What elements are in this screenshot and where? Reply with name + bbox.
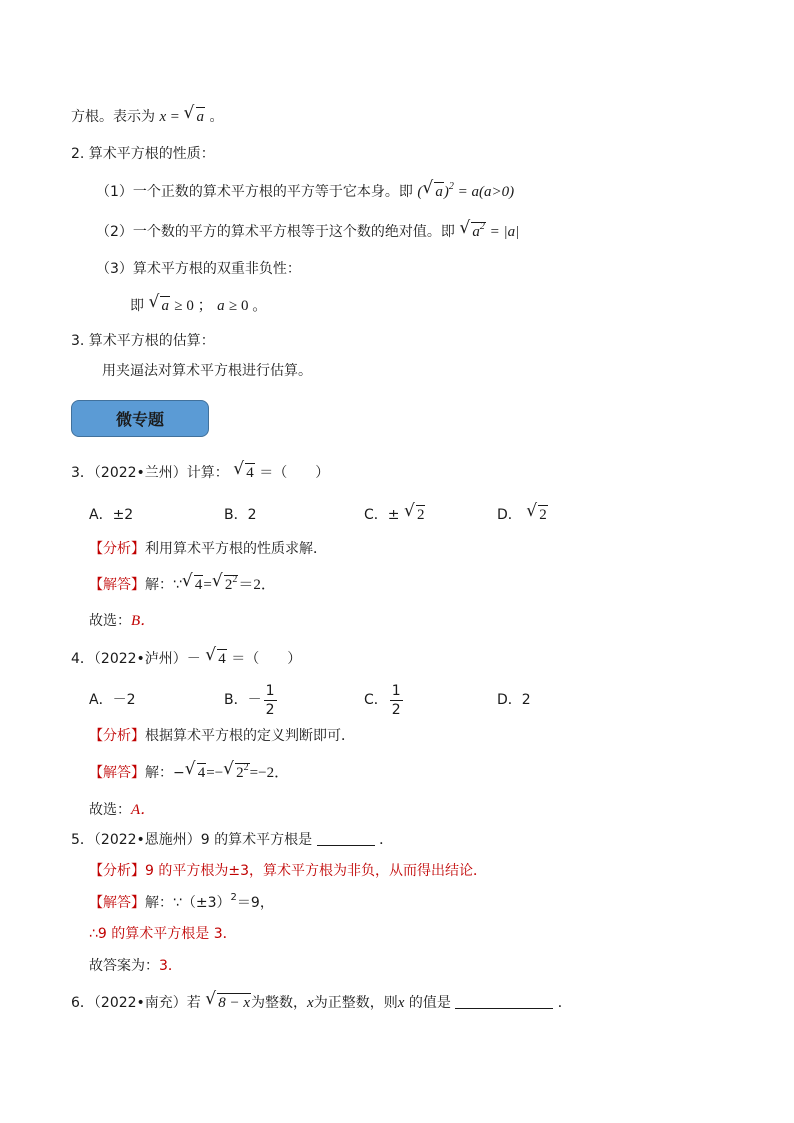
q5-therefore: ∴9 的算术平方根是 3． <box>89 926 237 942</box>
q4-option-b-den: 2 <box>265 701 275 718</box>
q4-sqrt <box>206 648 227 670</box>
q6-radicand: 8 − x <box>218 995 251 1011</box>
q4-choose <box>89 799 155 821</box>
q5-final-value: 3． <box>159 958 182 974</box>
sec2-p1-text: （1）一个正数的算术平方根的平方等于它本身。即 <box>96 184 413 200</box>
sec2-p3b-radicand: a <box>161 298 169 314</box>
q3-option-c-radicand: 2 <box>416 507 425 523</box>
q3-answer-rad2: 2 <box>224 577 233 593</box>
sec2-p2-sq: 2 <box>479 221 485 232</box>
q4-choose-label: 故选： <box>89 802 131 818</box>
q4-answer-rad1: 4 <box>197 765 206 781</box>
q6-sqrt <box>206 992 251 1014</box>
q4-option-c-num: 1 <box>391 682 401 699</box>
q3-answer-sq: 2 <box>232 574 238 585</box>
q4-answer-rad2: 2 <box>236 765 244 781</box>
q4-answer-sqrt1 <box>186 762 207 784</box>
q4-answer-sqrt2 <box>224 762 250 784</box>
q4-option-b-num: 1 <box>265 682 275 699</box>
q4-stem-text: 4．（2022•泸州）－ <box>71 651 201 667</box>
q6-x2: x <box>397 995 405 1011</box>
sec2-p1 <box>96 181 514 203</box>
intro-eq: = <box>170 109 180 125</box>
q3-choose-value: B． <box>131 613 156 629</box>
q4-option-b[interactable] <box>224 680 279 720</box>
q3-option-b[interactable]: B．2 <box>224 507 257 523</box>
q3-answer-end: ＝2． <box>238 577 276 593</box>
q3-option-c-prefix: C．± <box>364 507 400 523</box>
sec2-p3b-ge1: ≥ 0 ； <box>174 298 213 314</box>
q6-answer-blank[interactable] <box>455 993 553 1009</box>
q3-answer-prefix: 解：∵ <box>145 577 182 593</box>
q6-stop: ． <box>557 995 572 1011</box>
sec2-p1-rhs: = a(a>0) <box>457 184 515 200</box>
q6-mid2: 为正整数，则 <box>313 995 398 1011</box>
q4-option-c-prefix: C． <box>364 692 388 708</box>
q3-stem-text: 3．（2022•兰州）计算： <box>71 465 229 481</box>
q3-option-d[interactable] <box>497 504 548 526</box>
sec2-p1-radicand: a <box>435 184 443 200</box>
intro-end: 。 <box>209 109 224 125</box>
sec2-p1-sq: 2 <box>448 181 454 192</box>
q5-answer-sq: 2 <box>230 892 237 903</box>
q3-sqrt <box>234 462 255 484</box>
intro-text: 方根。表示为 <box>71 109 155 125</box>
q3-answer-sqrt1 <box>183 574 204 596</box>
topic-button[interactable]: 微专题 <box>71 400 209 437</box>
sec3-text: 用夹逼法对算术平方根进行估算。 <box>102 363 312 379</box>
q3-analysis-text: 利用算术平方根的性质求解． <box>145 541 327 557</box>
q6-stem <box>71 992 572 1014</box>
q6-end: 的值是 <box>408 995 451 1011</box>
q4-option-b-fraction <box>264 682 277 719</box>
q6-stem-prefix: 6．（2022•南充）若 <box>71 995 201 1011</box>
q4-analysis-tag: 【分析】 <box>89 728 145 744</box>
q5-stem-text: 5．（2022•恩施州）9 的算术平方根是 <box>71 832 313 848</box>
q4-analysis <box>89 725 355 747</box>
sec2-p3b-a2: a <box>217 298 225 314</box>
q3-option-d-sqrt <box>527 504 548 526</box>
q4-answer-sq: 2 <box>243 762 249 773</box>
sec2-p1-formula: (√ a)$^2$ = a(a>0) <box>417 184 514 200</box>
sec2-p3b <box>130 295 267 317</box>
sec2-p3b-prefix: 即 <box>130 298 144 314</box>
q4-answer <box>89 762 289 784</box>
q3-answer <box>89 574 276 596</box>
q5-stem <box>71 829 393 851</box>
q5-answer-blank[interactable] <box>317 830 375 846</box>
q3-answer-mid: = <box>203 577 212 593</box>
q3-radicand: 4 <box>246 465 254 481</box>
q4-option-c-fraction <box>390 682 403 719</box>
q4-tail: ＝（ ） <box>231 651 302 667</box>
q3-analysis-tag: 【分析】 <box>89 541 145 557</box>
q5-final-label: 故答案为： <box>89 958 159 974</box>
q5-answer <box>89 892 274 914</box>
q4-radicand: 4 <box>218 651 226 667</box>
q6-x1: x <box>307 995 314 1011</box>
q4-answer-end: =−2． <box>249 765 290 781</box>
q5-analysis-text: 9 的平方根为±3，算术平方根为非负，从而得出结论． <box>145 863 487 879</box>
q3-stem <box>71 462 329 484</box>
q5-final <box>89 955 182 977</box>
sec2-p2-rhs: = |a| <box>489 224 520 240</box>
q4-analysis-text: 根据算术平方根的定义判断即可． <box>145 728 355 744</box>
q3-option-c[interactable] <box>364 504 425 526</box>
q3-choose <box>89 610 155 632</box>
q4-stem <box>71 648 301 670</box>
q3-option-c-sqrt <box>405 504 426 526</box>
q5-answer-tag: 【解答】 <box>89 895 145 911</box>
q6-mid: 为整数， <box>251 995 308 1011</box>
q3-option-d-radicand: 2 <box>539 507 547 523</box>
q4-answer-tag: 【解答】 <box>89 765 145 781</box>
sec2-p2-text: （2）一个数的平方的算术平方根等于这个数的绝对值。即 <box>96 224 455 240</box>
q4-option-c[interactable] <box>364 680 405 720</box>
q5-answer-text: 解：∵（±3） <box>145 895 231 911</box>
q3-analysis <box>89 538 327 560</box>
sec3-heading: 3. 算术平方根的估算： <box>71 333 215 349</box>
q5-stem-end: ． <box>379 832 394 848</box>
sec2-p2-formula <box>459 221 520 240</box>
q4-choose-value: A． <box>131 802 156 818</box>
q4-answer-prefix: 解：− <box>145 765 185 781</box>
q3-choose-label: 故选： <box>89 613 131 629</box>
q4-option-d[interactable]: D．2 <box>497 692 531 708</box>
q3-answer-sqrt2 <box>213 574 239 596</box>
q5-answer-end: ＝9， <box>236 895 274 911</box>
sec2-heading: 2. 算术平方根的性质： <box>71 146 215 162</box>
q3-answer-tag: 【解答】 <box>89 577 145 593</box>
q3-option-a[interactable]: A．±2 <box>89 507 134 523</box>
q5-analysis-tag: 【分析】 <box>89 863 145 879</box>
intro-radicand: a <box>196 109 204 125</box>
q4-option-a[interactable]: A．－2 <box>89 692 136 708</box>
sec2-p3: （3）算术平方根的双重非负性： <box>96 261 301 277</box>
sec2-p2-radicand: a <box>472 224 480 240</box>
sec2-p3b-sqrt <box>149 295 170 317</box>
q3-option-d-prefix: D． <box>497 507 522 523</box>
q3-tail: ＝（ ） <box>259 465 330 481</box>
intro-line <box>71 106 223 128</box>
q4-answer-mid: =− <box>206 765 224 781</box>
q3-answer-rad1: 4 <box>194 577 203 593</box>
sec2-p3b-ge2: ≥ 0 。 <box>229 298 268 314</box>
intro-sqrt <box>185 106 206 128</box>
q5-analysis <box>89 860 487 882</box>
sec2-p2 <box>96 221 519 243</box>
q4-option-b-prefix: B．－ <box>224 692 262 708</box>
intro-var-x: x <box>159 109 167 125</box>
q4-option-c-den: 2 <box>391 701 401 718</box>
